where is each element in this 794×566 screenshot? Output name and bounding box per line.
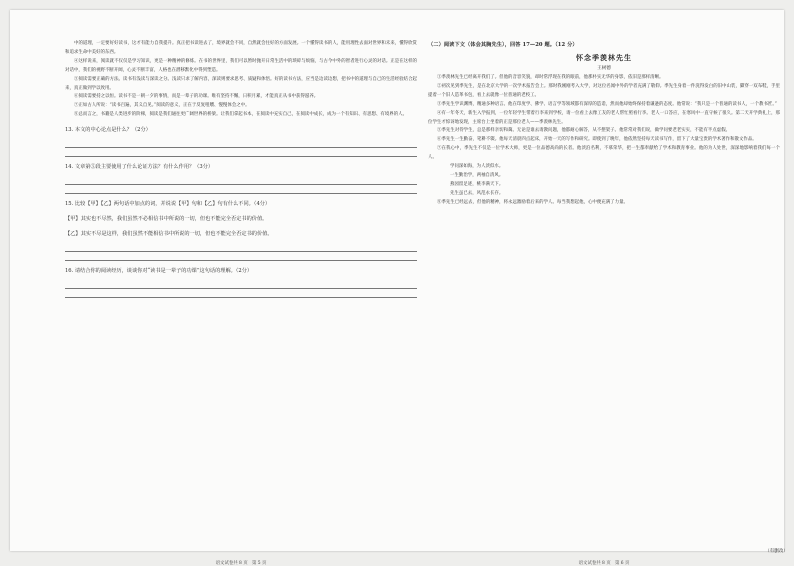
section-heading: （二）阅读下文（体会其胸先生），回答 17—20 题。（12 分） [428,42,578,48]
article-author: 王树德 [597,66,611,71]
exam-sheet [10,10,788,566]
poem-line: 一生勤治学，两袖自清风。 [450,172,504,178]
right-page [428,40,788,566]
article-paragraph: ③季先生学识渊博，精通多种语言。他在印度学、佛学、语言学等领域都有深厚的造诣，然而他却始终保持着谦逊的态度。他常说：“我只是一个普通的读书人，一个教书匠。” [437,101,777,107]
question-item: 13. 本文的中心论点是什么？（2分） [65,127,151,134]
answer-line[interactable] [65,251,417,252]
article-paragraph: ⑤季先生对待学生，总是那样亲切和蔼。无论是谁去请教问题，他都耐心解答，从不摆架子。他常常对我们说，做学问要老老实实，不能有半点虚假。 [437,128,731,134]
right-passage [428,74,780,163]
continue-note: （有删改） [765,549,788,554]
question-item: 14. 文章第⑤段主要使用了什么论证方法？有什么作用？（3分） [65,164,214,171]
poem-line: 燕园留足迹，桃李满天下。 [450,181,504,187]
question-item: 16. 请结合你的阅读经历，谈谈你对“读书是一辈子的功课”这句话的理解。（2分） [65,268,253,275]
closing-paragraph: ⑧季先生已经远去，但他的精神，将永远激励着后来的学人。每当我想起他，心中便充满了力量。 [437,199,628,205]
article-paragraph: ①季羡林先生已经离开我们了。但他的音容笑貌，却时常浮现在我的眼前，他那朴实无华的身影，依旧是那样清晰。 [437,75,664,80]
passage-paragraph: ⑦正如古人所说：“读书百遍，其义自见。”阅读的意义，正在于反复咀嚼、慢慢体会之中。 [74,103,250,109]
question-list [65,126,417,298]
article-paragraph: ⑥季先生一生勤奋，笔耕不辍。他每天清晨四点起床，开始一天的写作和研究。即使到了晚年，他依然坚持每天读书写作，留下了大量宝贵的学术著作和散文作品。 [437,137,757,143]
passage-paragraph: ⑧总而言之，书籍是人类进步的阶梯，阅读是我们通往更广阔世界的桥梁。让我们拿起书本，在阅读中充实自己，在阅读中成长，成为一个有知识、有思想、有境界的人。 [74,112,408,118]
poem-line: 先生虽已去，风范永长存。 [450,190,504,196]
poem-block [428,163,780,199]
question-item: 15. 比较【甲】【乙】两句话中加点的词，并说说【甲】句和【乙】句有什么不同。（4分） [65,201,271,208]
page-footer-left: 语文试卷共 8 页 第 5 页 [215,561,267,566]
answer-line[interactable] [65,260,417,261]
answer-line[interactable] [65,156,417,157]
question-item: 【乙】其实不尽是这样，我们虽然不能相信书中所说的一切，但也不能完全否定书的价值。 [65,231,273,238]
passage-paragraph: ⑤阅读需要正确的方法。读书有浅读与深读之分。浅读只求了解内容，深读则要求思考、质疑和体悟。好的读书方法，应当是边读边想，把书中的道理与自己的生活经验结合起来，真正做到学以致用。 [65,76,417,91]
answer-line[interactable] [65,147,417,148]
poem-line: 学问深如海，为人淡似水。 [450,164,504,170]
answer-line[interactable] [65,288,417,289]
article-paragraph: ②初次见到季先生，是在北京大学的一次学术报告会上。那时我刚刚考入大学，对这位名闻中外的学者充满了敬仰。季先生身着一件洗得发白的旧中山装，脚穿一双布鞋，手里提着一个旧人造革书包，看上去就像一位普通的老校工。 [428,83,780,98]
article-paragraph: ④有一年冬天，新生入学报到，一位年轻学生带着行李来到学校，请一位看上去像工友的老人帮忙照看行李。老人一口答应，在寒风中一直守候了很久。第二天开学典礼上，那位学生才惊讶地发现，主席台上坐着的正是那位老人——季羡林先生。 [428,110,780,125]
article-title: 怀念季羡林先生 [576,53,632,62]
passage-paragraph: ⑥阅读需要持之以恒。读书不是一朝一夕的事情，而是一辈子的功课。唯有坚持不懈，日积月累，才能真正从书中获得滋养。 [74,94,319,100]
answer-line[interactable] [65,184,417,185]
left-page [65,40,417,566]
question-item: 【甲】其实也不尽然，我们虽然不必相信书中所说的一切，但也不能完全否定书的价值。 [65,216,268,223]
passage-paragraph: 中的道理，一定要好好读书，这才有能力自我提升。真正把书读进去了，境界就会不同，自然就会往好的方面发展。一个懂得读书的人，能用理性去面对世界和未来，懂得欣赏和追求生命中美好的东西。 [65,41,417,55]
answer-line[interactable] [65,297,417,298]
answer-line[interactable] [65,193,417,194]
passage-paragraph: ④这样说来，阅读就不仅仅是学习知识，更是一种精神的修炼。在书的世界里，我们可以暂时抛开日常生活中的琐碎与烦恼，与古今中外的智者进行心灵的对话。正是在这样的对话中，我们的视野不断开阔，心灵不断丰富，人格也在潜移默化中得到塑造。 [65,58,417,73]
article-paragraph: ⑦在我心中，季先生不仅是一位学术大师，更是一位品德高尚的长者。他淡泊名利，不慕荣华，把一生都奉献给了学术和教育事业。他的为人处世，深深地影响着我们每一个人。 [428,146,780,161]
left-passage [65,40,417,120]
page-footer-right: 语文试卷共 8 页 第 6 页 [578,561,630,566]
